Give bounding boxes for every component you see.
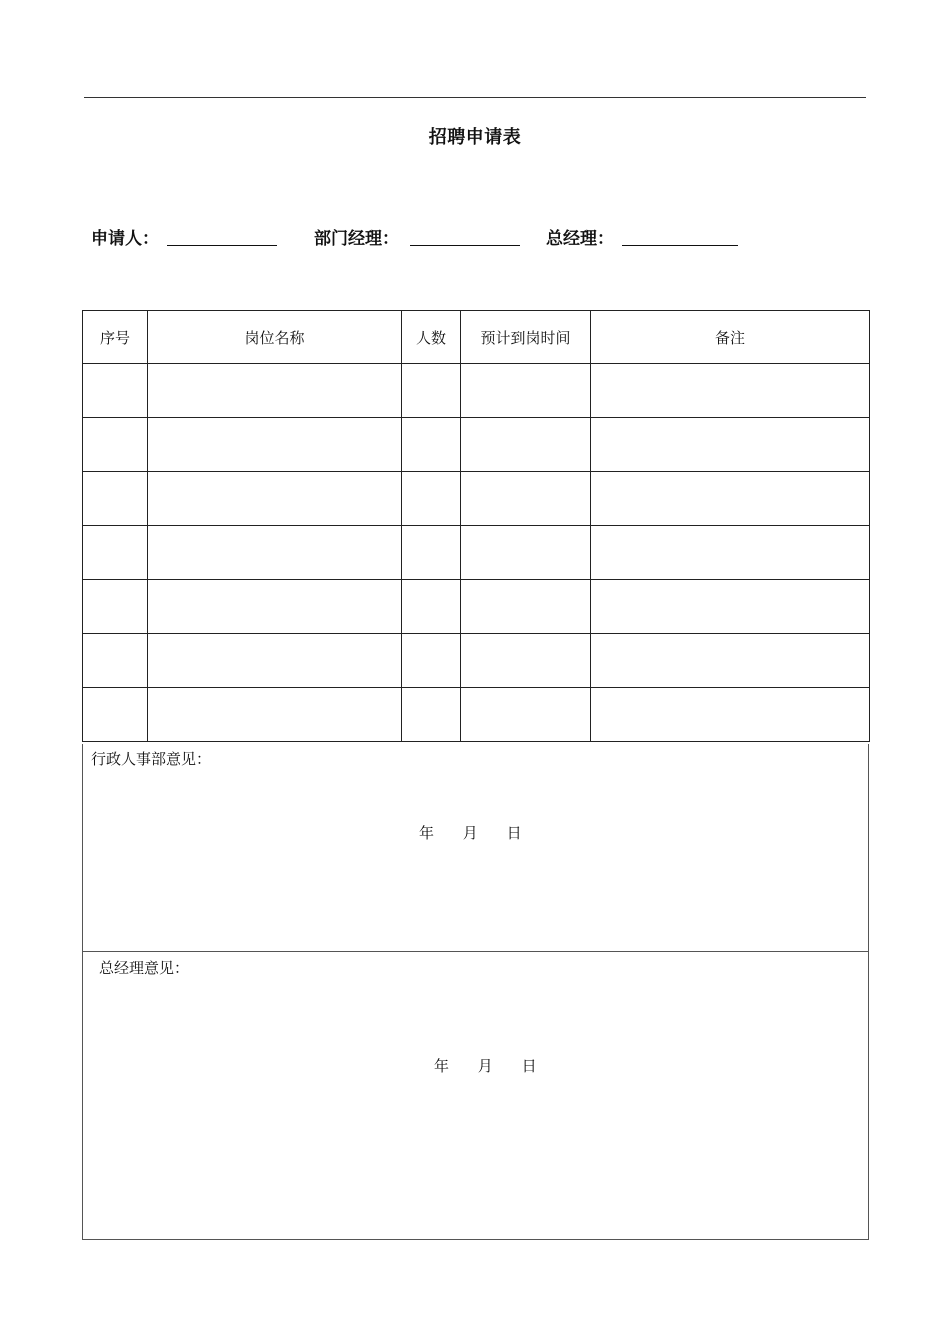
hr-opinion-section[interactable] [82,744,869,952]
hr-opinion-label: 行政人事部意见： [91,750,212,768]
cell-count[interactable] [402,472,461,526]
table-row [83,580,870,634]
cell-position[interactable] [148,580,402,634]
cell-count[interactable] [402,688,461,742]
column-header-index: 序号 [83,311,148,364]
gm-opinion-section[interactable] [82,952,869,1240]
cell-index[interactable] [83,688,148,742]
cell-arrival-date[interactable] [461,418,591,472]
general-manager-signature-line[interactable] [622,245,738,246]
cell-arrival-date[interactable] [461,472,591,526]
column-header-count: 人数 [402,311,461,364]
recruitment-table [82,310,870,742]
cell-count[interactable] [402,364,461,418]
cell-arrival-date[interactable] [461,526,591,580]
cell-position[interactable] [148,634,402,688]
table-row [83,472,870,526]
gm-date-year: 年 [434,1057,450,1075]
table-row [83,634,870,688]
cell-index[interactable] [83,418,148,472]
table-row [83,418,870,472]
page-title: 招聘申请表 [428,127,522,148]
cell-remarks[interactable] [591,418,870,472]
column-header-remarks: 备注 [591,311,870,364]
cell-index[interactable] [83,526,148,580]
column-header-position: 岗位名称 [148,311,402,364]
cell-arrival-date[interactable] [461,580,591,634]
cell-position[interactable] [148,688,402,742]
cell-remarks[interactable] [591,526,870,580]
cell-remarks[interactable] [591,580,870,634]
table-row [83,526,870,580]
table-row [83,364,870,418]
hr-date-day: 日 [506,824,522,842]
applicant-label: 申请人： [91,229,159,249]
cell-index[interactable] [83,472,148,526]
cell-arrival-date[interactable] [461,688,591,742]
cell-position[interactable] [148,418,402,472]
cell-remarks[interactable] [591,688,870,742]
column-header-arrival-date: 预计到岗时间 [461,311,591,364]
table-row [83,688,870,742]
cell-index[interactable] [83,634,148,688]
gm-opinion-label: 总经理意见： [99,959,190,977]
gm-date-month: 月 [477,1057,493,1075]
hr-date-year: 年 [419,824,435,842]
gm-opinion-date [434,1055,537,1076]
hr-opinion-date [419,822,522,843]
cell-remarks[interactable] [591,472,870,526]
table-header-row [83,311,870,364]
dept-manager-label: 部门经理： [314,229,399,249]
cell-remarks[interactable] [591,634,870,688]
dept-manager-signature-line[interactable] [410,245,520,246]
cell-arrival-date[interactable] [461,634,591,688]
signature-row [0,222,950,252]
header-rule [84,97,866,98]
hr-date-month: 月 [462,824,478,842]
gm-date-day: 日 [521,1057,537,1075]
cell-count[interactable] [402,634,461,688]
cell-index[interactable] [83,580,148,634]
cell-position[interactable] [148,472,402,526]
cell-position[interactable] [148,364,402,418]
cell-count[interactable] [402,418,461,472]
applicant-signature-line[interactable] [167,245,277,246]
cell-count[interactable] [402,580,461,634]
cell-remarks[interactable] [591,364,870,418]
cell-index[interactable] [83,364,148,418]
general-manager-label: 总经理： [546,229,614,249]
cell-count[interactable] [402,526,461,580]
cell-arrival-date[interactable] [461,364,591,418]
cell-position[interactable] [148,526,402,580]
